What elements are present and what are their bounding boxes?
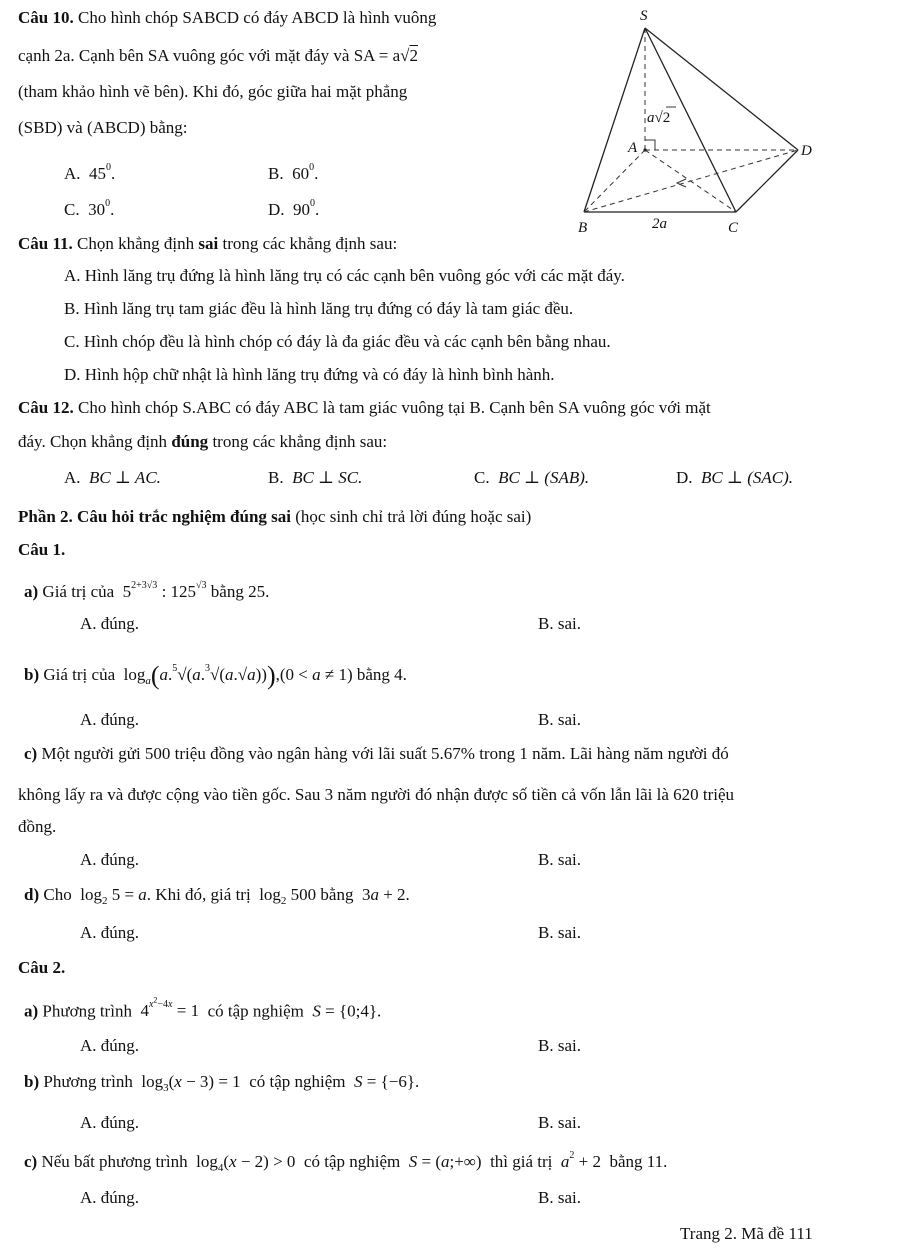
c2-a-statement: a) Phương trình $4^{x^2-4x} = 1$ có tập nghiệm S = {0;4}. — [24, 996, 382, 1021]
q10-line3: (tham khảo hình vẽ bên). Khi đó, góc giữa hai mặt phẳng — [18, 82, 408, 101]
c1-c-false: B. sai. — [538, 850, 581, 869]
c1-a-false: B. sai. — [538, 614, 581, 633]
page-footer: Trang 2. Mã đề 111 — [680, 1224, 813, 1243]
q11-option-a: A. Hình lăng trụ đứng là hình lăng trụ có các cạnh bên vuông góc với các mặt đáy. — [64, 266, 625, 285]
q12-line1: Câu 12. Cho hình chóp S.ABC có đáy ABC là tam giác vuông tại B. Cạnh bên SA vuông góc với mặt — [18, 398, 711, 417]
c1-c-line2: không lấy ra và được cộng vào tiền gốc. Sau 3 năm người đó nhận được số tiền cả vốn lẫn lãi là 620 triệu — [18, 785, 735, 804]
c2-c-true: A. đúng. — [80, 1188, 140, 1207]
side-length-label: 2a — [652, 216, 667, 232]
c2-b-true: A. đúng. — [80, 1113, 140, 1132]
q11-option-c: C. Hình chóp đều là hình chóp có đáy là đa giác đều và các cạnh bên bằng nhau. — [64, 332, 611, 351]
pyramid-figure — [570, 0, 840, 245]
c1-d-false: B. sai. — [538, 923, 581, 942]
vertex-s-label: S — [640, 8, 648, 24]
q11-stem: Câu 11. Chọn khẳng định sai trong các khẳng định sau: — [18, 234, 398, 253]
c1-d-statement: d) Cho $\log_2 5 = a$. Khi đó, giá trị $\log_2 500$ bằng 3a + 2. — [24, 885, 410, 907]
c2-b-statement: b) Phương trình $\log_3(x - 3) = 1$ có tập nghiệm S = {−6}. — [24, 1072, 420, 1094]
c1-b-statement: b) Giá trị của $\log_a(a.^5√(a.^3√(a.√a))),(0 < a \ne 1)$ bằng 4. — [24, 661, 407, 690]
c2-a-true: A. đúng. — [80, 1036, 140, 1055]
c2-c-statement: c) Nếu bất phương trình $\log_4(x - 2) > 0$ có tập nghiệm S = (a;+∞) thì giá trị $a^2 + 2$ bằng 11. — [24, 1150, 668, 1174]
c2-a-false: B. sai. — [538, 1036, 581, 1055]
vertex-b-label: B — [578, 220, 588, 236]
q10-option-a: A. $45^0$. — [64, 162, 116, 183]
c1-label: Câu 1. — [18, 540, 66, 559]
q10-line2: cạnh 2a. Cạnh bên SA vuông góc với mặt đáy và SA = a√2 — [18, 46, 418, 65]
q10-line4: (SBD) và (ABCD) bằng: — [18, 118, 188, 137]
vertex-d-label: D — [801, 143, 812, 159]
height-label: a√2 — [647, 110, 671, 126]
c1-d-true: A. đúng. — [80, 923, 140, 942]
c1-a-true: A. đúng. — [80, 614, 140, 633]
vertex-a-label: A — [628, 140, 638, 156]
c2-c-false: B. sai. — [538, 1188, 581, 1207]
c1-b-expression: $\log_a(a.^5√(a.^3√(a.√a))),(0 < a \ne 1)$ — [119, 661, 353, 690]
c2-b-false: B. sai. — [538, 1113, 581, 1132]
q12-option-d: D. BC ⊥ (SAC). — [676, 468, 794, 487]
q10-line1: Câu 10. Cho hình chóp SABCD có đáy ABCD là hình vuông — [18, 8, 437, 27]
q12-option-a: A. BC ⊥ AC. — [64, 468, 161, 487]
c1-c-line3: đồng. — [18, 817, 57, 836]
c1-c-line1: c) Một người gửi 500 triệu đồng vào ngân hàng với lãi suất 5.67% trong 1 năm. Lãi hàng năm người đó — [24, 744, 729, 763]
q12-option-c: C. BC ⊥ (SAB). — [474, 468, 590, 487]
c1-a-expression: $5^{2+3√3}$ : $125^{√3}$ — [118, 580, 207, 601]
q12-line2: đáy. Chọn khẳng định đúng trong các khẳng định sau: — [18, 432, 388, 451]
c1-b-true: A. đúng. — [80, 710, 140, 729]
part2-heading: Phần 2. Câu hỏi trắc nghiệm đúng sai (học sinh chỉ trả lời đúng hoặc sai) — [18, 507, 532, 526]
q11-option-b: B. Hình lăng trụ tam giác đều là hình lăng trụ đứng có đáy là tam giác đều. — [64, 299, 574, 318]
q11-option-d: D. Hình hộp chữ nhật là hình lăng trụ đứng và có đáy là hình bình hành. — [64, 365, 555, 384]
c1-b-false: B. sai. — [538, 710, 581, 729]
q12-option-b: B. BC ⊥ SC. — [268, 468, 363, 487]
c2-label: Câu 2. — [18, 958, 66, 977]
q10-option-d: D. $90^0$. — [268, 198, 320, 219]
c1-c-true: A. đúng. — [80, 850, 140, 869]
vertex-c-label: C — [728, 220, 739, 236]
q10-option-c: C. $30^0$. — [64, 198, 115, 219]
c1-a-statement: a) Giá trị của $5^{2+3√3}$ : $125^{√3}$ bằng 25. — [24, 580, 270, 601]
q10-option-b: B. $60^0$. — [268, 162, 319, 183]
